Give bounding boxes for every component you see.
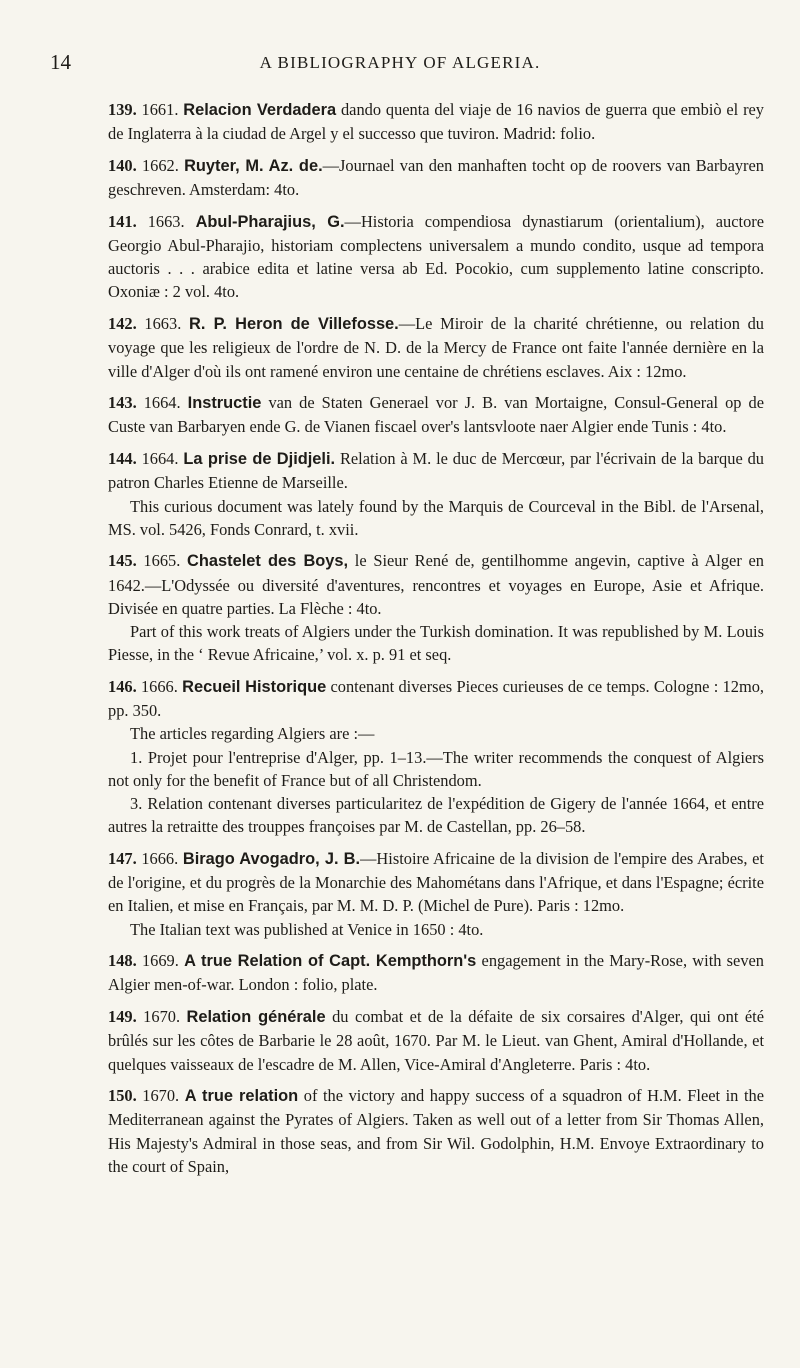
entry-heading: Recueil Historique bbox=[182, 677, 327, 696]
entry-heading: R. P. Heron de Villefosse. bbox=[189, 315, 399, 334]
entry-number: 140. bbox=[108, 155, 137, 175]
bibliography-entry bbox=[108, 447, 764, 541]
bibliography-entry bbox=[108, 675, 764, 838]
entry-number: 143. bbox=[108, 393, 137, 413]
entry-note: The articles regarding Algiers are :— bbox=[130, 724, 375, 744]
entry-year: 1670. bbox=[143, 1007, 181, 1027]
entry-text: —Historia compendiosa dynastiarum (orientalium), auctore Georgio Abul-Pharajio, historiam complectens universalem a mundo condito, usque ad tempora auctoris . . . arabice edita et latine versa ab Ed. Pocokio, cum supplemento latine conscripto. Oxoniæ : 2 vol. 4to. bbox=[108, 211, 764, 302]
bibliography-entry bbox=[108, 154, 764, 201]
entry-note: This curious document was lately found by the Marquis de Courceval in the Bibl. de l'Arsenal, MS. vol. 5426, Fonds Conrard, t. xvii. bbox=[108, 496, 764, 539]
entry-paragraph bbox=[108, 98, 764, 145]
entry-text: —Histoire Africaine de la division de l'empire des Arabes, et de l'origine, et du progrès de la Monarchie des Mahométans dans l'Afrique, et dans l'Espagne; écrite en Italien, et mise en Français, par M. M. D. P. (Michel de Pure). Paris : 12mo. bbox=[108, 848, 764, 916]
entry-note: Part of this work treats of Algiers under the Turkish domination. It was republished by M. Louis Piesse, in the ‘ Revue Africaine,’ vol. x. p. 91 et seq. bbox=[108, 622, 764, 665]
entry-note: 3. Relation contenant diverses particularitez de l'expédition de Gigery de l'année 1664, et entre autres la retraitte des trouppes françoises par M. de Castellan, pp. 26–58. bbox=[108, 793, 764, 837]
entry-year: 1669. bbox=[141, 951, 179, 971]
entry-heading: Ruyter, M. Az. de. bbox=[184, 156, 323, 175]
page-number: 14 bbox=[50, 50, 71, 74]
entry-note: 1. Projet pour l'entreprise d'Alger, pp. 1–13.—The writer recommends the conquest of Algiers not only for the benefit of France but of all Christendom. bbox=[108, 747, 764, 790]
entry-text: van de Staten Generael vor J. B. van Mortaigne, Consul-General op de Custe van Barbaryen ende G. de Vianen fiscael over's lantsvloote naer Algier ende Tunis : 4to. bbox=[108, 393, 764, 437]
entry-text: —Journael van den manhaften tocht op de roovers van Barbayren geschreven. Amsterdam: 4to. bbox=[108, 155, 764, 200]
entry-paragraph bbox=[108, 210, 764, 304]
entry-text: of the victory and happy success of a squadron of H.M. Fleet in the Mediterranean against the Pyrates of Algiers. Taken as well out of a letter from Sir Thomas Allen, His Majesty's Admiral in those seas, and from Sir Wil. Godolphin, H.M. Envoye Extraordinary to the court of Spain, bbox=[108, 1086, 764, 1176]
bibliography-entry bbox=[108, 1084, 764, 1178]
bibliography-entry bbox=[108, 391, 764, 438]
bibliography-entry bbox=[108, 98, 764, 145]
entry-paragraph bbox=[108, 154, 764, 201]
entry-text: le Sieur René de, gentilhomme angevin, captive à Alger en 1642.—L'Odyssée ou diversité d'aventures, rencontres et voyages en Europe, Asie et Afrique. Divisée en quatre parties. La Flèche : 4to. bbox=[108, 551, 764, 618]
entry-number: 147. bbox=[108, 848, 137, 868]
entry-heading: Relacion Verdadera bbox=[183, 101, 337, 119]
entry-paragraph bbox=[108, 391, 764, 438]
entry-paragraph bbox=[108, 312, 764, 383]
entry-paragraph bbox=[108, 447, 764, 494]
bibliography-entry bbox=[108, 312, 764, 383]
entry-heading: Birago Avogadro, J. B. bbox=[182, 849, 361, 868]
entry-year: 1666. bbox=[141, 848, 179, 868]
entry-number: 144. bbox=[108, 449, 137, 469]
entry-text: contenant diverses Pieces curieuses de ce temps. Cologne : 12mo, pp. 350. bbox=[108, 676, 764, 721]
entry-year: 1670. bbox=[142, 1086, 180, 1106]
entry-number: 146. bbox=[108, 676, 137, 696]
entry-paragraph bbox=[108, 949, 764, 996]
entry-year: 1663. bbox=[147, 211, 185, 231]
entry-paragraph bbox=[108, 1005, 764, 1076]
entry-text: dando quenta del viaje de 16 navios de guerra que embiò el rey de Inglaterra à la ciudad de Argel y el successo que tuviron. Madrid: folio. bbox=[108, 100, 764, 144]
entry-paragraph bbox=[108, 549, 764, 620]
entry-year: 1662. bbox=[141, 155, 179, 175]
running-head bbox=[50, 50, 750, 80]
bibliography-entry bbox=[108, 847, 764, 941]
entry-paragraph bbox=[108, 675, 764, 722]
entry-number: 145. bbox=[108, 551, 137, 571]
entry-paragraph bbox=[108, 1084, 764, 1178]
entry-text: —Le Miroir de la charité chrétienne, ou relation du voyage que les religieux de l'ordre de N. D. de la Mercy de France ont faite l'année dernière en la ville d'Alger d'où ils ont ramené environ une centaine de chrétiens esclaves. Aix : 12mo. bbox=[108, 314, 764, 381]
entry-heading: Abul-Pharajius, G. bbox=[195, 212, 345, 231]
entry-text: Relation à M. le duc de Mercœur, par l'écrivain de la barque du patron Charles Etienne de Marseille. bbox=[108, 449, 764, 493]
entry-number: 150. bbox=[108, 1086, 137, 1106]
entry-year: 1664. bbox=[143, 393, 181, 413]
entry-heading: Relation générale bbox=[186, 1008, 326, 1027]
entry-year: 1661. bbox=[141, 100, 179, 119]
entry-heading: Chastelet des Boys, bbox=[187, 552, 349, 571]
entry-text: engagement in the Mary-Rose, with seven Algier men-of-war. London : folio, plate. bbox=[108, 951, 764, 995]
entry-number: 139. bbox=[108, 100, 137, 119]
entry-text: du combat et de la défaite de six corsaires d'Alger, qui ont été brûlés sur les côtes de Barbarie le 28 août, 1670. Par M. le Lieut. van Ghent, Amiral d'Hollande, et quelques vaisseaux de l'escadre de M. Allen, Vice-Amiral d'Angleterre. Paris : 4to. bbox=[108, 1007, 764, 1074]
running-title: A BIBLIOGRAPHY OF ALGERIA. bbox=[259, 53, 541, 72]
bibliography-entry bbox=[108, 210, 764, 304]
entry-heading: A true Relation of Capt. Kempthorn's bbox=[184, 952, 477, 971]
entry-paragraph bbox=[108, 847, 764, 918]
entry-note: The Italian text was published at Venice in 1650 : 4to. bbox=[130, 919, 484, 939]
entry-heading: La prise de Djidjeli. bbox=[183, 450, 336, 469]
entry-year: 1663. bbox=[144, 314, 182, 334]
entry-year: 1665. bbox=[143, 551, 181, 571]
bibliography-entry bbox=[108, 949, 764, 996]
entry-number: 149. bbox=[108, 1007, 137, 1027]
entry-number: 142. bbox=[108, 314, 137, 334]
entry-number: 148. bbox=[108, 951, 137, 971]
bibliography-entry bbox=[108, 549, 764, 666]
bibliography-entry bbox=[108, 1005, 764, 1076]
entry-year: 1666. bbox=[140, 676, 178, 696]
entry-heading: Instructie bbox=[187, 394, 262, 413]
entry-heading: A true relation bbox=[184, 1087, 299, 1106]
bibliography-entries bbox=[108, 98, 764, 1187]
entry-year: 1664. bbox=[141, 449, 179, 469]
entry-number: 141. bbox=[108, 211, 137, 231]
